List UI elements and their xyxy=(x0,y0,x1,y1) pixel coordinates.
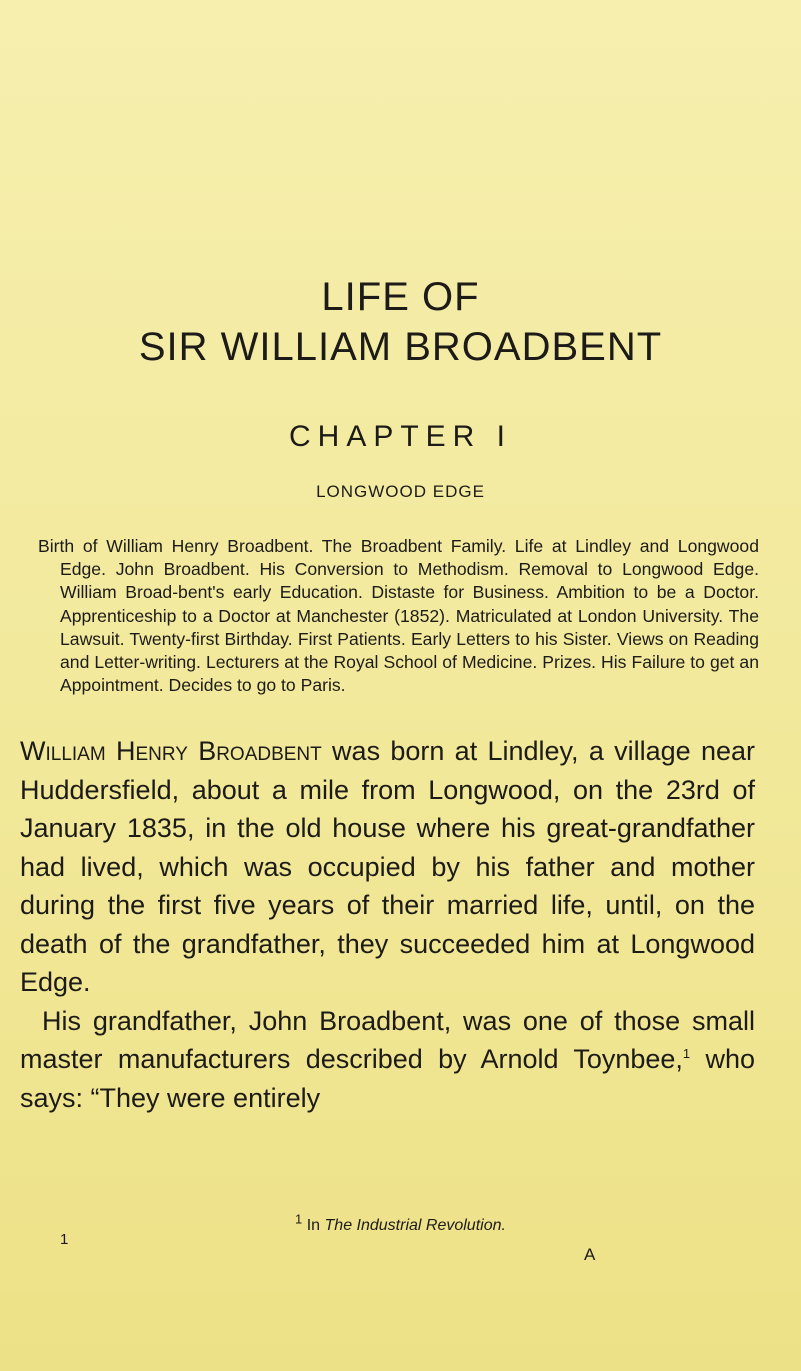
chapter-subtitle: LONGWOOD EDGE xyxy=(316,482,485,501)
signature-letter: A xyxy=(584,1245,596,1264)
paragraph-1-lead: William Henry Broadbent xyxy=(20,736,322,766)
paragraph-2 xyxy=(20,1002,755,1118)
signature-number: 1 xyxy=(60,1231,69,1248)
book-title-line-1: LIFE OF xyxy=(321,275,480,319)
book-title-line-2: SIR WILLIAM BROADBENT xyxy=(138,325,663,369)
paragraph-2-text-b: who says: “They were entirely xyxy=(20,1044,755,1113)
footnote-reference: 1 xyxy=(682,1046,691,1061)
chapter-synopsis: Birth of William Henry Broadbent. The Broadbent Family. Life at Lindley and Longwood Edge. John Broadbent. His Conversion to Methodism. Removal to Longwood Edge. William Broad-bent's early Education. Distaste for Business. Ambition to be a Doctor. Apprenticeship to a Doctor at Manchester (1852). Matriculated at London University. The Lawsuit. Twenty-first Birthday. First Patients. Early Letters to his Sister. Views on Reading and Letter-writing. Lecturers at the Royal School of Medicine. Prizes. His Failure to get an Appointment. Decides to go to Paris. xyxy=(38,536,759,696)
footnote-title: The Industrial Revolution. xyxy=(324,1217,506,1234)
paragraph-1 xyxy=(20,732,755,1002)
paragraph-2-text-a: His grandfather, John Broadbent, was one of those small master manufacturers described by Arnold Toynbee, xyxy=(20,1005,755,1074)
paragraph-1-text: was born at Lindley, a village near Huddersfield, about a mile from Longwood, on the 23rd of January 1835, in the old house where his great-grandfather had lived, which was occupied by his father and mother during the first five years of their married life, until, on the death of the grandfather, they succeeded him at Longwood Edge. xyxy=(20,736,755,997)
footnote xyxy=(0,1211,801,1235)
footnote-mark: 1 xyxy=(295,1211,303,1227)
body-text xyxy=(20,732,755,1117)
chapter-heading: CHAPTER I xyxy=(288,420,513,453)
footnote-prefix: In xyxy=(302,1217,325,1234)
